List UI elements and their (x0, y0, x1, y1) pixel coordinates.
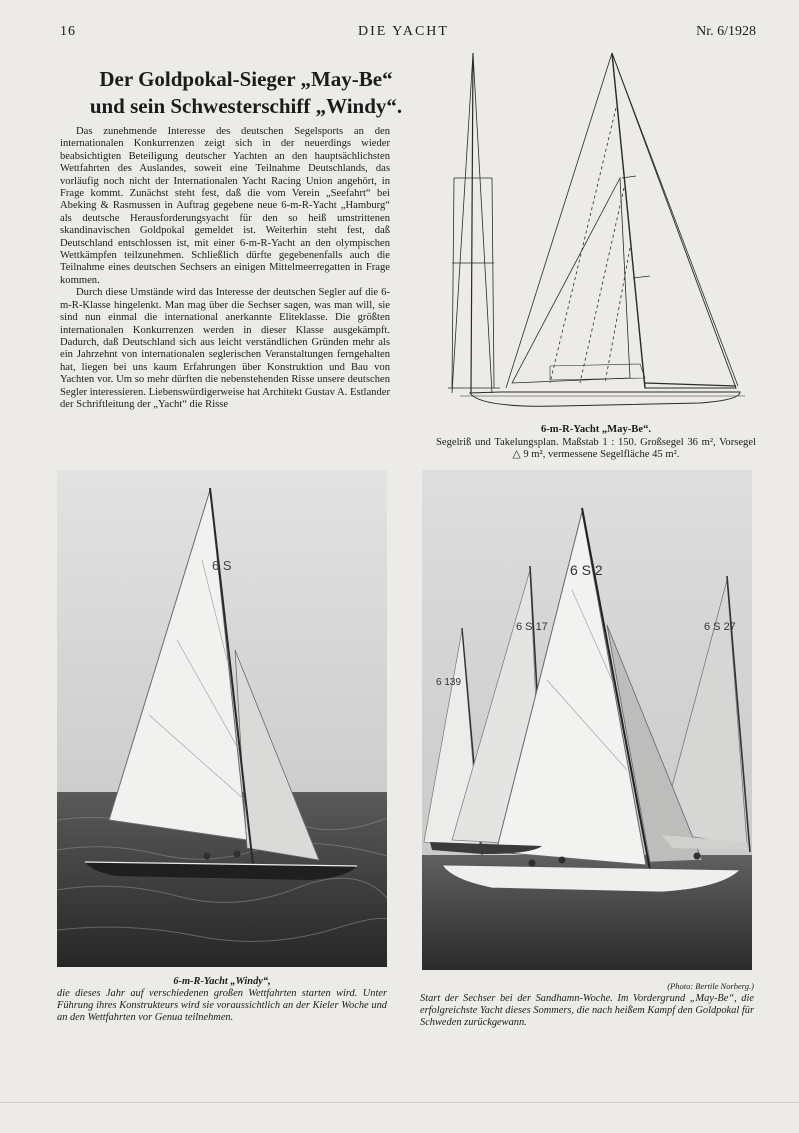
windy-photo (57, 470, 387, 967)
article-title (60, 66, 432, 120)
sail-plan-drawing (440, 48, 750, 418)
sail-plan-caption (436, 424, 756, 462)
windy-caption-text: die dieses Jahr auf verschiedenen großen Wettfahrten starten wird. Unter Führung ihres Konstrukteurs wird sie voraussichtlich an der Kieler Woche und an den Wettfahrten vor Genua teilnehmen. (57, 988, 387, 1023)
article-body (60, 126, 390, 411)
sail-plan-caption-title: 6-m-R-Yacht „May-Be“. (540, 424, 652, 435)
sail-plan-caption-text: Segelriß und Takelungsplan. Maßstab 1 : 150. Großsegel 36 m², Vorsegel △ 9 m², vermessene Segelfläche 45 m². (436, 436, 756, 461)
issue-number: Nr. 6/1928 (696, 24, 756, 39)
sail-mark-s27: 6 S 27 (704, 621, 736, 633)
windy-caption-title: 6-m-R-Yacht „Windy“, (173, 976, 271, 987)
article-title-line2: und sein Schwesterschiff „Windy“. (89, 94, 403, 118)
sandhamn-caption-text: Start der Sechser bei der Sandhamn-Woche. Im Vordergrund „May-Be“, die erfolgreichste Yacht dieses Sommers, die nach heißem Kampf den Goldpokal für Schweden zurückgewann. (420, 993, 754, 1028)
photo-credit: (Photo: Bertile Norberg.) (667, 981, 754, 991)
sandhamn-photo-caption (420, 980, 754, 1029)
page-header (60, 24, 756, 44)
windy-sail-mark: 6 S (212, 558, 232, 573)
page-number: 16 (60, 24, 76, 39)
magazine-title: DIE YACHT (358, 24, 449, 39)
article-title-line1: Der Goldpokal-Sieger „May-Be“ (99, 67, 393, 91)
sail-mark-may-be: 6 S 2 (570, 562, 603, 578)
sail-mark-s17: 6 S 17 (516, 621, 548, 633)
sail-mark-139: 6 139 (436, 677, 462, 688)
article-paragraph: Das zunehmende Interesse des deutschen Segelsports an den internationalen Konkurrenzen zeigt sich in der neuerdings wieder beabsichtigten Beteiligung deutscher Yachten an den hauptsächlichsten Wettfahrten des Auslandes, soweit eine Teilnahme Deutschlands, das vorläufig noch nicht der Internationalen Yacht Racing Union angehört, in Frage kommt. Zunächst steht fest, daß die vom Verein „Seefahrt“ bei Abeking & Rasmussen in Auftrag gegebene neue 6-m-R-Yacht „Hamburg“ als deutsche Herausforderungsyacht für den so heiß umstrittenen skandinavischen Goldpokal gemeldet ist. Weiterhin steht fest, daß Deutschland entschlossen ist, mit einer 6-m-R-Yacht an den olympischen Wettkämpfen teilzunehmen. Schließlich dürfte gegebenenfalls auch die Teilnahme eines deutschen Sechsers an einigen Mittelmeerregatten in Frage kommen. (60, 126, 390, 286)
sandhamn-start-photo (422, 470, 752, 970)
page-bottom-edge (0, 1102, 799, 1103)
article-paragraph: Durch diese Umstände wird das Interesse der deutschen Segler auf die 6-m-R-Klasse hingelenkt. Man mag über die Sechser sagen, was man will, sie sind nun einmal die international anerkannte Eliteklasse. Die größten internationalen Konkurrenzen werden in dieser Klasse ausgekämpft. Dadurch, daß Deutschland sich aus leicht verständlichen Gründen mehr als ein Jahrzehnt von internationalen seglerischen Veranstaltungen ferngehalten hat, liegen bei uns kaum Erfahrungen über Konstruktion und Bau von Yachten vor. Um so mehr dürften die nebenstehenden Risse unsere deutschen Segler interessieren. Liebenswürdigerweise hat Architekt Gustav A. Estlander der Schriftleitung der „Yacht“ die Risse (60, 287, 390, 410)
windy-photo-caption (57, 976, 387, 1024)
